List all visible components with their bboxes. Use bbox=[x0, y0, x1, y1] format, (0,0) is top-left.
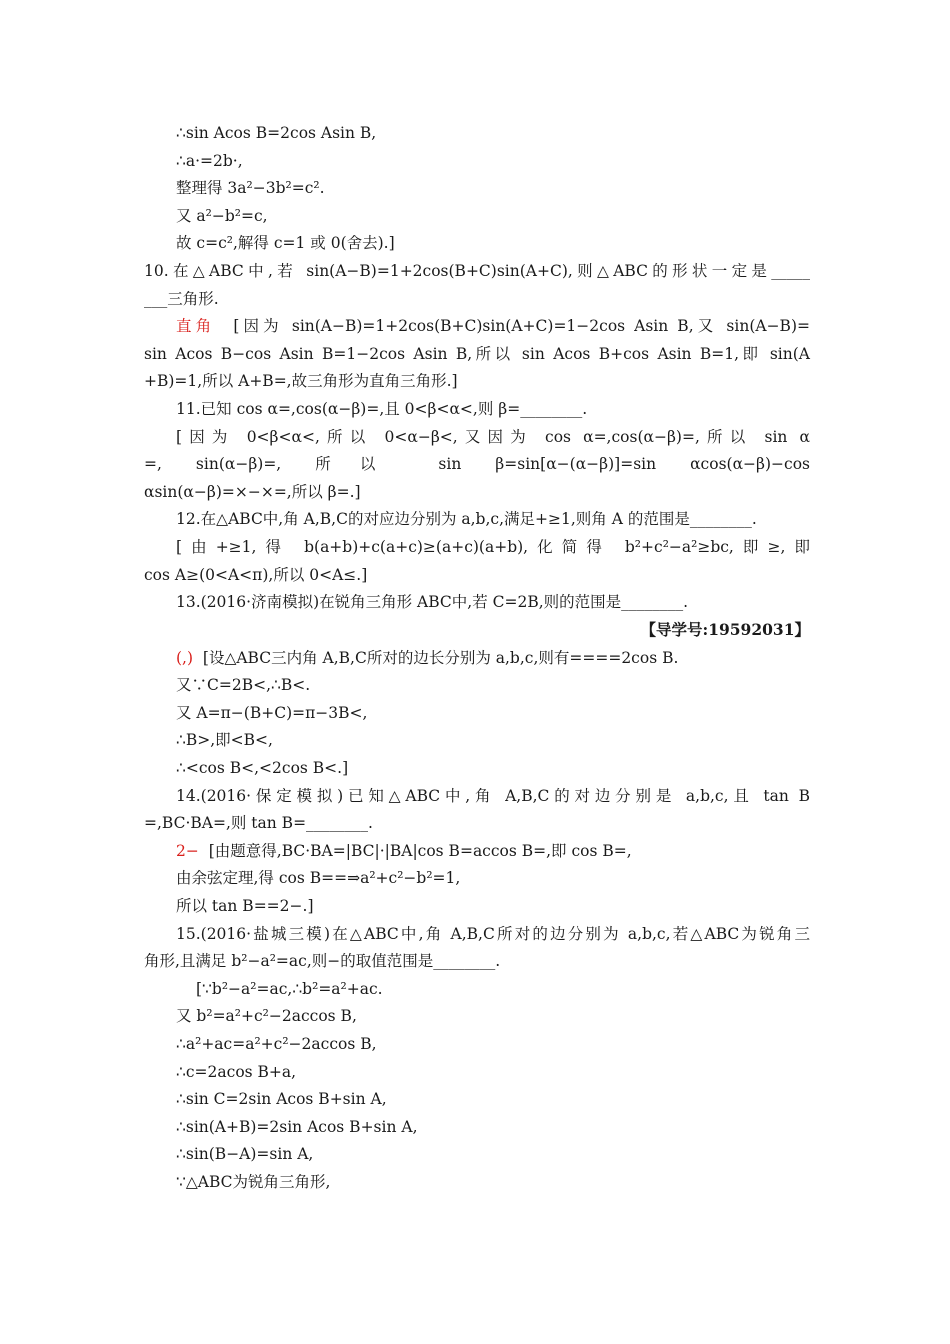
text-line: 又 A=π−(B+C)=π−3B<, bbox=[176, 704, 368, 722]
text-line: ∴a·=2b·, bbox=[176, 152, 243, 170]
text-line: sin Acos B−cos Asin B=1−2cos Asin B,所以 sin Acos B+cos Asin B=1,即 sin(A bbox=[144, 345, 810, 363]
text-line: 所以 tan B==2−.] bbox=[176, 897, 314, 915]
text-line: [因为 0<β<α<,所以 0<α−β<,又因为 cos α=,cos(α−β)=,所以 sin α bbox=[176, 428, 810, 446]
text-line: 故 c=c²,解得 c=1 或 0(舍去).] bbox=[176, 234, 395, 252]
text-line: ∴c=2acos B+a, bbox=[176, 1063, 297, 1081]
text-line: ∴B>,即<B<, bbox=[176, 731, 273, 749]
question-11: 11.已知 cos α=,cos(α−β)=,且 0<β<α<,则 β=________. bbox=[176, 400, 588, 418]
text-line: =, sin(α−β)=, 所以 sin β=sin[α−(α−β)]=sin αcos(α−β)−cos bbox=[144, 455, 810, 473]
answer-q14: 2− bbox=[176, 842, 199, 860]
text-line: ∵△ABC为锐角三角形, bbox=[176, 1173, 331, 1191]
text-line: ___三角形. bbox=[144, 290, 219, 308]
text-line: [∵b²−a²=ac,∴b²=a²+ac. bbox=[196, 980, 383, 998]
question-10: 10.在△ABC中,若 sin(A−B)=1+2cos(B+C)sin(A+C),则△ABC的形状一定是_____ bbox=[144, 262, 810, 280]
question-13: 13.(2016·济南模拟)在锐角三角形 ABC中,若 C=2B,则的范围是________. bbox=[176, 593, 689, 611]
text-line: 又∵C=2B<,∴B<. bbox=[176, 676, 311, 694]
question-12: 12.在△ABC中,角 A,B,C的对应边分别为 a,b,c,满足+≥1,则角 A 的范围是________. bbox=[176, 510, 757, 528]
solution-line: 2− [由题意得,BC·BA=|BC|·|BA|cos B=accos B=,即 cos B=, bbox=[176, 842, 632, 860]
answer-q10: 直角 bbox=[176, 317, 216, 335]
text-line: ∴sin(B−A)=sin A, bbox=[176, 1145, 314, 1163]
guide-number: 【导学号:19592031】 bbox=[640, 620, 810, 639]
text-line: ∴sin(A+B)=2sin Acos B+sin A, bbox=[176, 1118, 418, 1136]
text-line: 由余弦定理,得 cos B==⇒a²+c²−b²=1, bbox=[176, 869, 461, 887]
text-line: 又 a²−b²=c, bbox=[176, 207, 268, 225]
text-line: 整理得 3a²−3b²=c². bbox=[176, 179, 325, 197]
text-line: +B)=1,所以 A+B=,故三角形为直角三角形.] bbox=[144, 372, 458, 390]
question-14: 14.(2016·保定模拟)已知△ABC中,角 A,B,C的对边分别是 a,b,c,且 tan B bbox=[176, 787, 810, 805]
answer-q13: (,) bbox=[176, 649, 194, 667]
text-line: [由+≥1,得 b(a+b)+c(a+c)≥(a+c)(a+b),化简得 b²+c²−a²≥bc,即≥,即 bbox=[176, 538, 810, 556]
text-line: =,BC·BA=,则 tan B=________. bbox=[144, 814, 373, 832]
text-line: cos A≥(0<A<π),所以 0<A≤.] bbox=[144, 566, 368, 584]
text-line: ∴<cos B<,<2cos B<.] bbox=[176, 759, 349, 777]
text-line: αsin(α−β)=×−×=,所以 β=.] bbox=[144, 483, 361, 501]
text-line: ∴sin C=2sin Acos B+sin A, bbox=[176, 1090, 387, 1108]
text-line: 又 b²=a²+c²−2accos B, bbox=[176, 1007, 357, 1025]
question-15: 15.(2016·盐城三模)在△ABC中,角 A,B,C所对的边分别为 a,b,c,若△ABC为锐角三 bbox=[176, 925, 810, 943]
text-line: ∴a²+ac=a²+c²−2accos B, bbox=[176, 1035, 377, 1053]
solution-line: (,) [设△ABC三内角 A,B,C所对的边长分别为 a,b,c,则有====2cos B. bbox=[176, 649, 679, 667]
solution-line: 直角 [因为 sin(A−B)=1+2cos(B+C)sin(A+C)=1−2cos Asin B,又 sin(A−B)= bbox=[176, 317, 810, 335]
text-line: 角形,且满足 b²−a²=ac,则−的取值范围是________. bbox=[144, 952, 501, 970]
text-line: ∴sin Acos B=2cos Asin B, bbox=[176, 124, 377, 142]
